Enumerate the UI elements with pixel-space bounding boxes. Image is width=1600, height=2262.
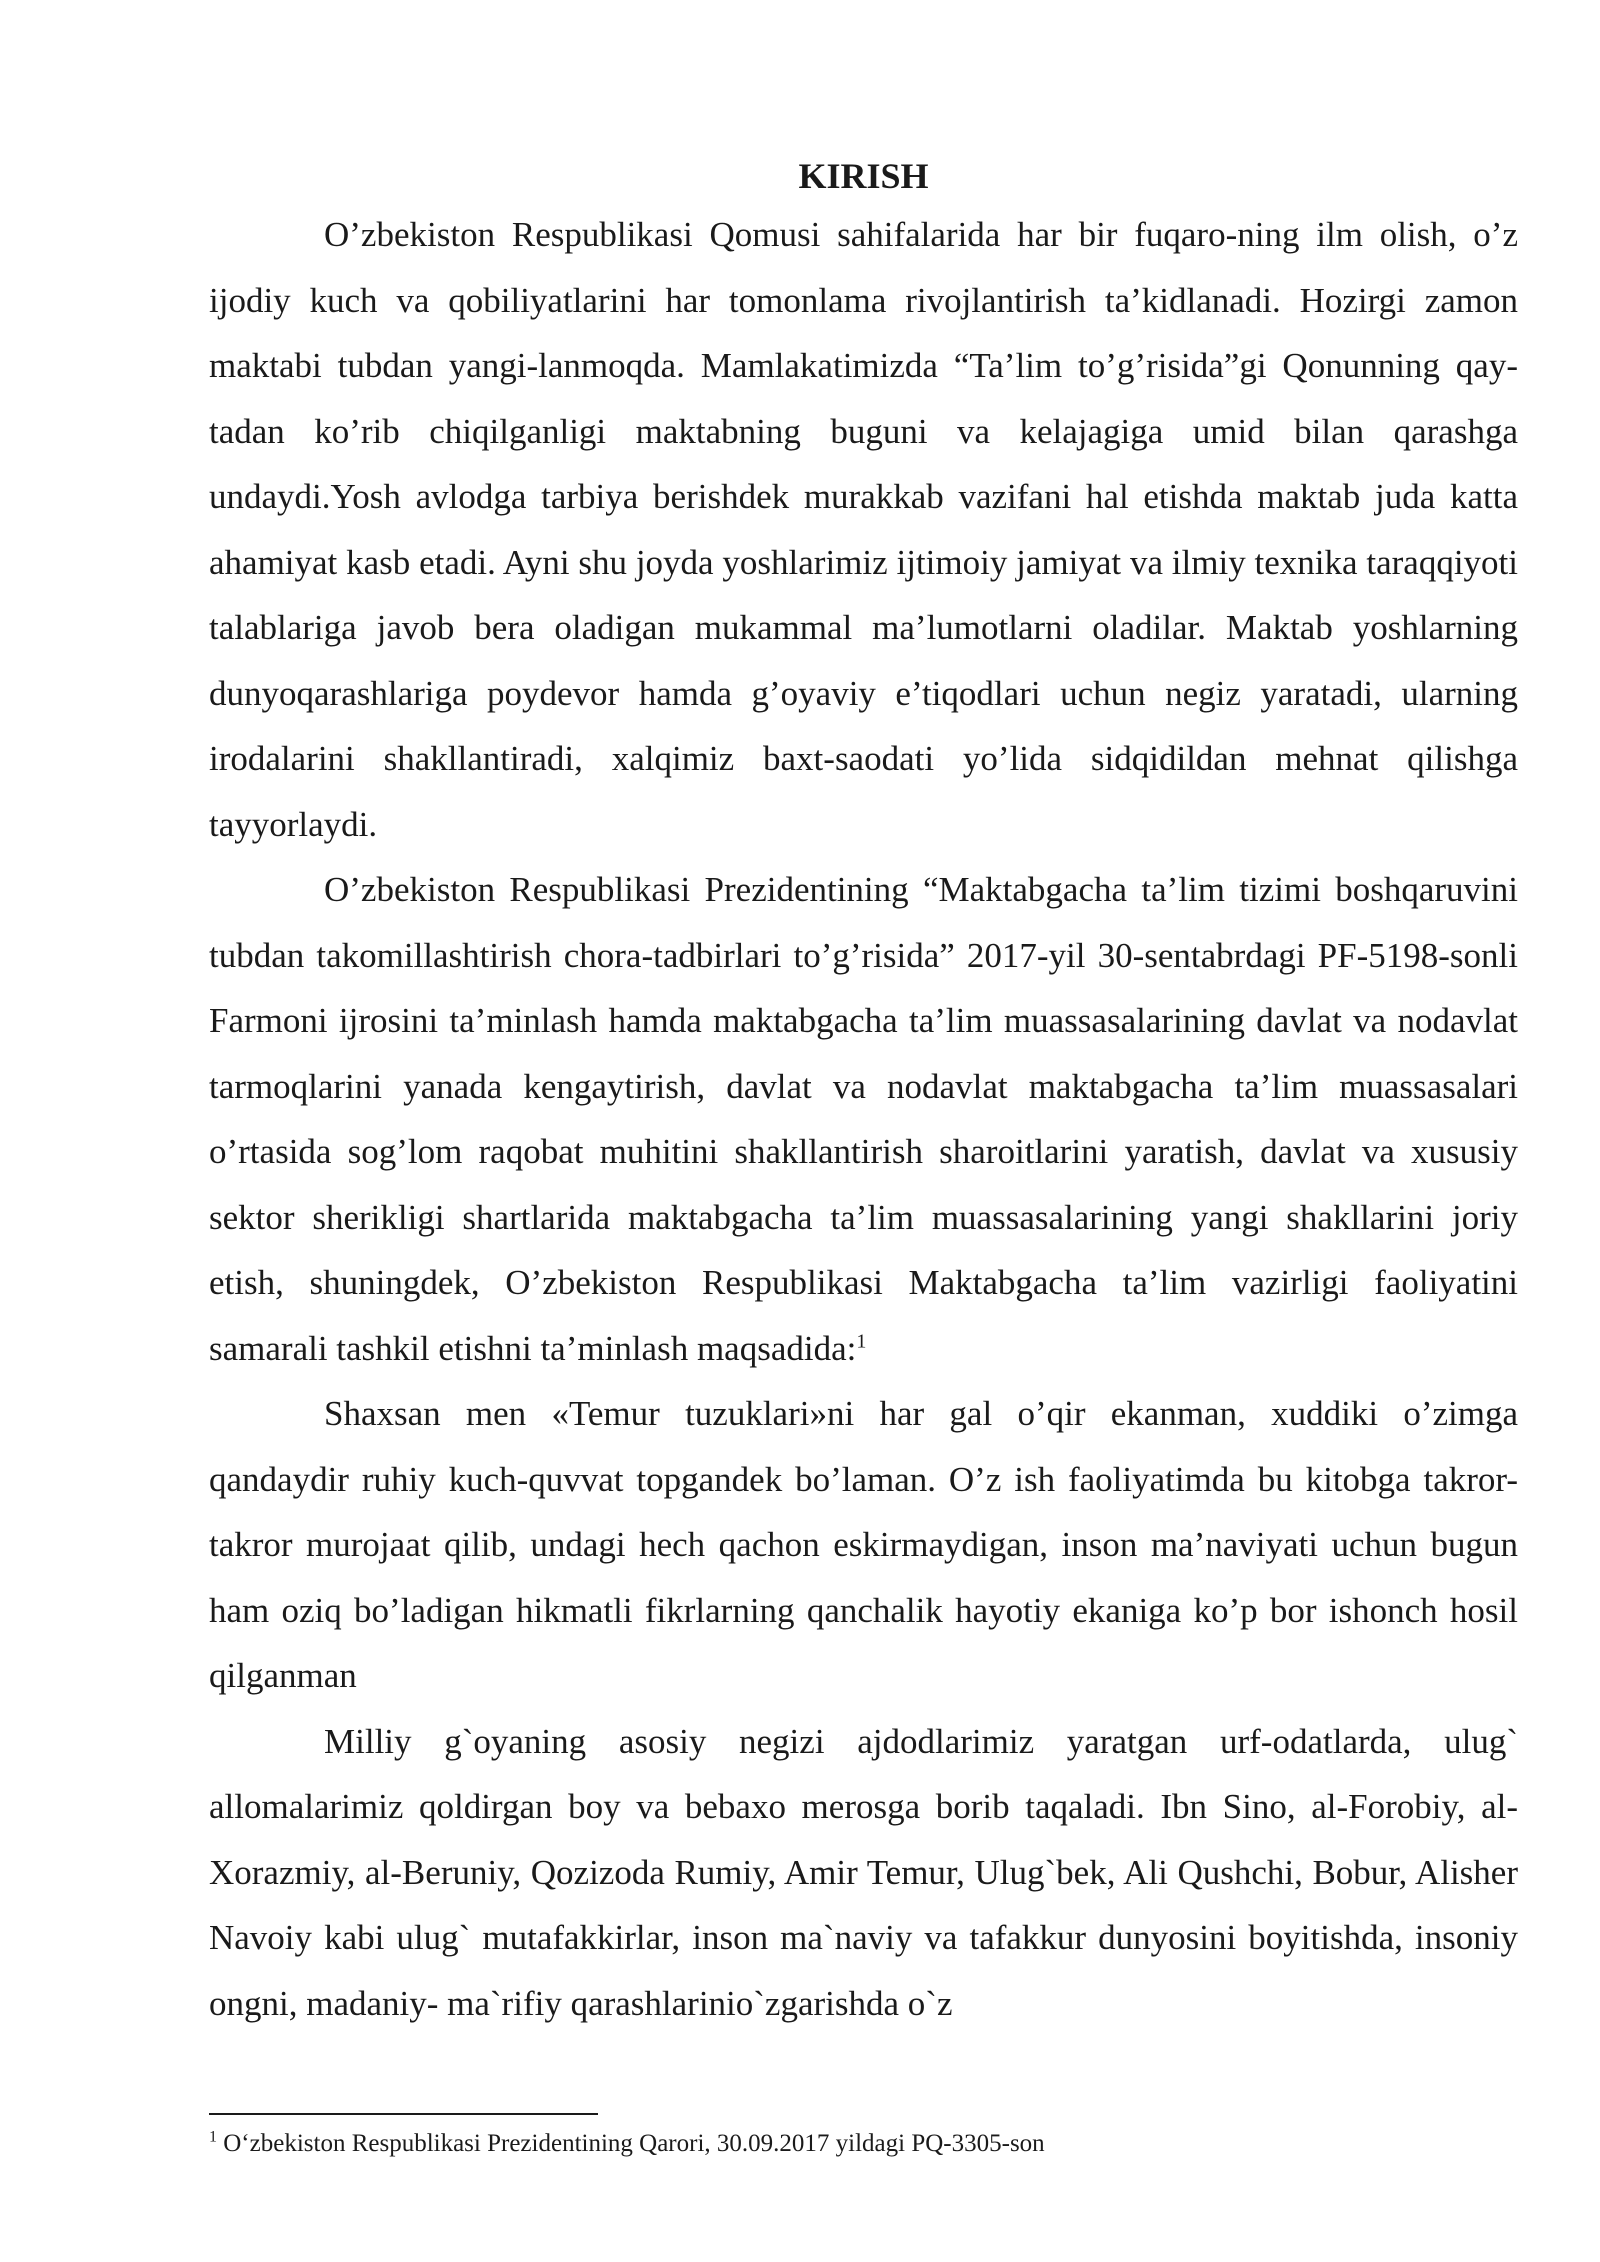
paragraph-3: Shaxsan men «Temur tuzuklari»ni har gal o’qir ekanman, xuddiki o’zimga qandaydir ruhiy kuch-quvvat topgandek bo’laman. O’z ish faoliyatimda bu kitobga takror-takror murojaat qilib, undagi hech qachon eskirmaydigan, inson ma’naviyati uchun bugun ham oziq bo’ladigan hikmatli fikrlarning qanchalik hayotiy ekaniga ko’p bor ishonch hosil qilganman: [209, 1394, 1518, 1695]
page-title: KIRISH: [798, 156, 929, 196]
paragraph-4: Milliy g`oyaning asosiy negizi ajdodlarimiz yaratgan urf-odatlarda, ulug` allomalarimiz qoldirgan boy va bebaxo merosga borib taqaladi. Ibn Sino, al-Forobiy, al-Xorazmiy, al-Beruniy, Qozizoda Rumiy, Amir Temur, Ulug`bek, Ali Qushchi, Bobur, Alisher Navoiy kabi ulug` mutafakkirlar, inson ma`naviy va tafakkur dunyosini boyitishda, insoniy ongni, madaniy- ma`rifiy qarashlarinio`zgarishda o`z: [209, 1721, 1518, 2023]
footnote: [209, 2128, 1518, 2160]
document-page: [209, 150, 1518, 2036]
paragraph-2: [209, 857, 1518, 1381]
paragraph-1: O’zbekiston Respublikasi Qomusi sahifalarida har bir fuqaro-ning ilm olish, o’z ijodiy kuch va qobiliyatlarini har tomonlama rivojlantirish ta’kidlanadi. Hozirgi zamon maktabi tubdan yangi-lanmoqda. Mamlakatimizda “Ta’lim to’g’risida”gi Qonunning qay-tadan ko’rib chiqilganligi maktabning buguni va kelajagiga umid bilan qarashga undaydi.Yosh avlodga tarbiya berishdek murakkab vazifani hal etishda maktab juda katta ahamiyat kasb etadi. Ayni shu joyda yoshlarimiz ijtimoiy jamiyat va ilmiy texnika taraqqiyoti talablariga javob bera oladigan mukammal ma’lumotlarni oladilar. Maktab yoshlarning dunyoqarashlariga poydevor hamda g’oyaviy e’tiqodlari uchun negiz yaratadi, ularning irodalarini shakllantiradi, xalqimiz baxt-saodati yo’lida sidqidildan mehnat qilishga tayyorlaydi.: [209, 215, 1518, 844]
footnote-marker: 1: [209, 2128, 217, 2146]
footnote-separator: [209, 2113, 598, 2115]
footnote-reference[interactable]: 1: [856, 1329, 867, 1352]
footnote-text: O‘zbekiston Respublikasi Prezidentining Qarori, 30.09.2017 yildagi PQ-3305-son: [217, 2130, 1045, 2157]
paragraph-2-text: O’zbekiston Respublikasi Prezidentining “Maktabgacha ta’lim tizimi boshqaruvini tubdan takomillashtirish chora-tadbirlari to’g’risida” 2017-yil 30-sentabrdagi PF-5198-sonli Farmoni ijrosini ta’minlash hamda maktabgacha ta’lim muassasalarining davlat va nodavlat tarmoqlarini yanada kengaytirish, davlat va nodavlat maktabgacha ta’lim muassasalari o’rtasida sog’lom raqobat muhitini shakllantirish sharoitlarini yaratish, davlat va xususiy sektor sherikligi shartlarida maktabgacha ta’lim muassasalarining yangi shakllarini joriy etish, shuningdek, O’zbekiston Respublikasi Maktabgacha ta’lim vazirligi faoliyatini samarali tashkil etishni ta’minlash maqsadida:: [209, 870, 1518, 1368]
